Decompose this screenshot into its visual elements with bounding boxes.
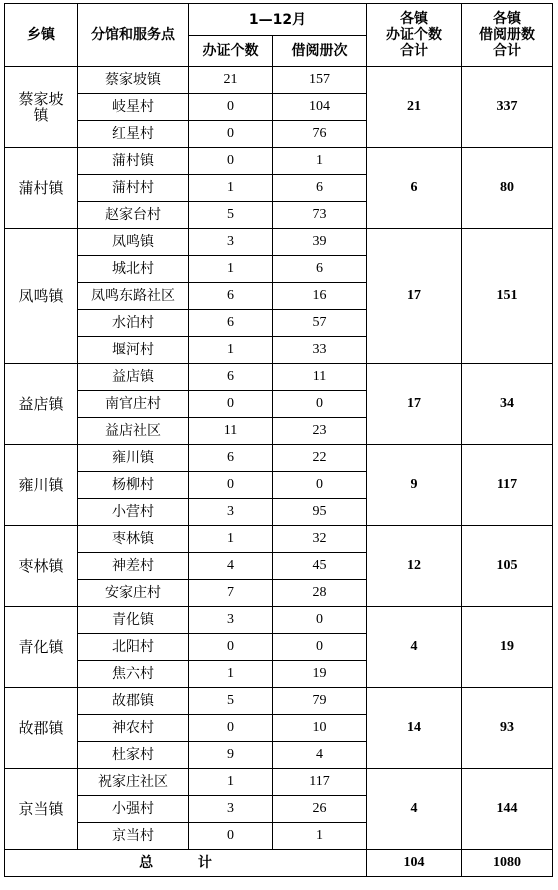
borrows-count: 6: [273, 175, 367, 202]
town-borrows-total: 117: [462, 445, 553, 526]
cards-count: 6: [189, 283, 273, 310]
branch-name: 堰河村: [78, 337, 189, 364]
table-row: [5, 607, 553, 634]
table-row: [5, 229, 553, 256]
town-name-line: 雍川镇: [18, 476, 64, 494]
borrows-count: 6: [273, 256, 367, 283]
town-name: [5, 688, 78, 769]
borrows-count: 16: [273, 283, 367, 310]
borrows-count: 28: [273, 580, 367, 607]
branch-name: 杨柳村: [78, 472, 189, 499]
branch-name: 青化镇: [78, 607, 189, 634]
header-borrows: 借阅册次: [273, 36, 367, 67]
borrows-count: 19: [273, 661, 367, 688]
library-stats-table: [4, 3, 553, 877]
borrows-count: 0: [273, 607, 367, 634]
branch-name: 祝家庄社区: [78, 769, 189, 796]
cards-count: 0: [189, 391, 273, 418]
branch-name: 益店社区: [78, 418, 189, 445]
table-row: [5, 364, 553, 391]
borrows-count: 157: [273, 67, 367, 94]
cards-count: 5: [189, 202, 273, 229]
town-cards-total: 4: [367, 769, 462, 850]
town-name: [5, 364, 78, 445]
header-town-borrows-total: [462, 4, 553, 67]
borrows-count: 95: [273, 499, 367, 526]
town-name: [5, 607, 78, 688]
borrows-count: 73: [273, 202, 367, 229]
town-cards-total: 17: [367, 364, 462, 445]
cards-count: 3: [189, 229, 273, 256]
cards-count: 1: [189, 661, 273, 688]
header-period: 1—12月: [189, 4, 367, 36]
borrows-count: 22: [273, 445, 367, 472]
branch-name: 蒲村村: [78, 175, 189, 202]
cards-count: 0: [189, 121, 273, 148]
borrows-count: 57: [273, 310, 367, 337]
cards-count: 9: [189, 742, 273, 769]
borrows-count: 11: [273, 364, 367, 391]
branch-name: 枣林镇: [78, 526, 189, 553]
header-line: 合计: [400, 43, 428, 59]
town-borrows-total: 144: [462, 769, 553, 850]
cards-count: 0: [189, 634, 273, 661]
borrows-count: 23: [273, 418, 367, 445]
town-name: [5, 229, 78, 364]
total-borrows: 1080: [462, 850, 553, 877]
cards-count: 0: [189, 94, 273, 121]
header-cards: 办证个数: [189, 36, 273, 67]
table-row: [5, 688, 553, 715]
borrows-count: 1: [273, 823, 367, 850]
town-cards-total: 12: [367, 526, 462, 607]
cards-count: 3: [189, 607, 273, 634]
table-body: [5, 67, 553, 850]
borrows-count: 39: [273, 229, 367, 256]
borrows-count: 26: [273, 796, 367, 823]
total-label: 总 计: [5, 850, 367, 877]
town-name-line: 青化镇: [18, 638, 64, 656]
cards-count: 1: [189, 175, 273, 202]
header-line: 办证个数: [386, 27, 442, 43]
cards-count: 0: [189, 148, 273, 175]
town-borrows-total: 34: [462, 364, 553, 445]
branch-name: 神差村: [78, 553, 189, 580]
town-borrows-total: 105: [462, 526, 553, 607]
branch-name: 岐星村: [78, 94, 189, 121]
town-name: [5, 769, 78, 850]
branch-name: 焦六村: [78, 661, 189, 688]
table-row: [5, 148, 553, 175]
branch-name: 神农村: [78, 715, 189, 742]
borrows-count: 117: [273, 769, 367, 796]
town-cards-total: 14: [367, 688, 462, 769]
header-town: 乡镇: [5, 4, 78, 67]
cards-count: 6: [189, 445, 273, 472]
town-cards-total: 21: [367, 67, 462, 148]
borrows-count: 79: [273, 688, 367, 715]
cards-count: 3: [189, 796, 273, 823]
cards-count: 0: [189, 715, 273, 742]
branch-name: 蔡家坡镇: [78, 67, 189, 94]
branch-name: 凤鸣东路社区: [78, 283, 189, 310]
town-borrows-total: 93: [462, 688, 553, 769]
borrows-count: 4: [273, 742, 367, 769]
borrows-count: 0: [273, 472, 367, 499]
town-name-line: 益店镇: [18, 395, 64, 413]
town-borrows-total: 80: [462, 148, 553, 229]
header-line: 各镇: [400, 11, 428, 27]
town-name: [5, 148, 78, 229]
cards-count: 0: [189, 472, 273, 499]
town-name: [5, 67, 78, 148]
borrows-count: 33: [273, 337, 367, 364]
town-borrows-total: 337: [462, 67, 553, 148]
town-name-line: 蒲村镇: [18, 179, 64, 197]
branch-name: 故郡镇: [78, 688, 189, 715]
branch-name: 赵家台村: [78, 202, 189, 229]
borrows-count: 10: [273, 715, 367, 742]
borrows-count: 32: [273, 526, 367, 553]
town-name-line: 蔡家坡: [18, 90, 64, 108]
cards-count: 6: [189, 364, 273, 391]
town-cards-total: 4: [367, 607, 462, 688]
branch-name: 南官庄村: [78, 391, 189, 418]
table-row: [5, 526, 553, 553]
borrows-count: 0: [273, 634, 367, 661]
branch-name: 安家庄村: [78, 580, 189, 607]
header-town-cards-total: [367, 4, 462, 67]
cards-count: 1: [189, 337, 273, 364]
branch-name: 京当村: [78, 823, 189, 850]
cards-count: 1: [189, 256, 273, 283]
branch-name: 北阳村: [78, 634, 189, 661]
table-row: [5, 67, 553, 94]
table-row: [5, 769, 553, 796]
cards-count: 7: [189, 580, 273, 607]
total-cards: 104: [367, 850, 462, 877]
town-name: [5, 526, 78, 607]
branch-name: 城北村: [78, 256, 189, 283]
header-line: 借阅册数: [479, 27, 535, 43]
town-cards-total: 6: [367, 148, 462, 229]
town-name: [5, 445, 78, 526]
branch-name: 小强村: [78, 796, 189, 823]
town-name-line: 枣林镇: [18, 557, 64, 575]
cards-count: 0: [189, 823, 273, 850]
borrows-count: 45: [273, 553, 367, 580]
town-cards-total: 9: [367, 445, 462, 526]
branch-name: 凤鸣镇: [78, 229, 189, 256]
cards-count: 3: [189, 499, 273, 526]
cards-count: 11: [189, 418, 273, 445]
borrows-count: 76: [273, 121, 367, 148]
branch-name: 水泊村: [78, 310, 189, 337]
header-line: 合计: [493, 43, 521, 59]
branch-name: 杜家村: [78, 742, 189, 769]
cards-count: 6: [189, 310, 273, 337]
town-name-line: 镇: [33, 106, 49, 124]
branch-name: 小营村: [78, 499, 189, 526]
cards-count: 1: [189, 526, 273, 553]
branch-name: 雍川镇: [78, 445, 189, 472]
town-cards-total: 17: [367, 229, 462, 364]
town-name-line: 故郡镇: [18, 719, 64, 737]
cards-count: 21: [189, 67, 273, 94]
branch-name: 蒲村镇: [78, 148, 189, 175]
header-line: 各镇: [493, 11, 521, 27]
cards-count: 1: [189, 769, 273, 796]
branch-name: 益店镇: [78, 364, 189, 391]
borrows-count: 1: [273, 148, 367, 175]
cards-count: 5: [189, 688, 273, 715]
table-row: [5, 445, 553, 472]
town-borrows-total: 151: [462, 229, 553, 364]
town-name-line: 京当镇: [18, 800, 64, 818]
header-branch: 分馆和服务点: [78, 4, 189, 67]
borrows-count: 104: [273, 94, 367, 121]
borrows-count: 0: [273, 391, 367, 418]
cards-count: 4: [189, 553, 273, 580]
town-borrows-total: 19: [462, 607, 553, 688]
branch-name: 红星村: [78, 121, 189, 148]
town-name-line: 凤鸣镇: [18, 287, 64, 305]
